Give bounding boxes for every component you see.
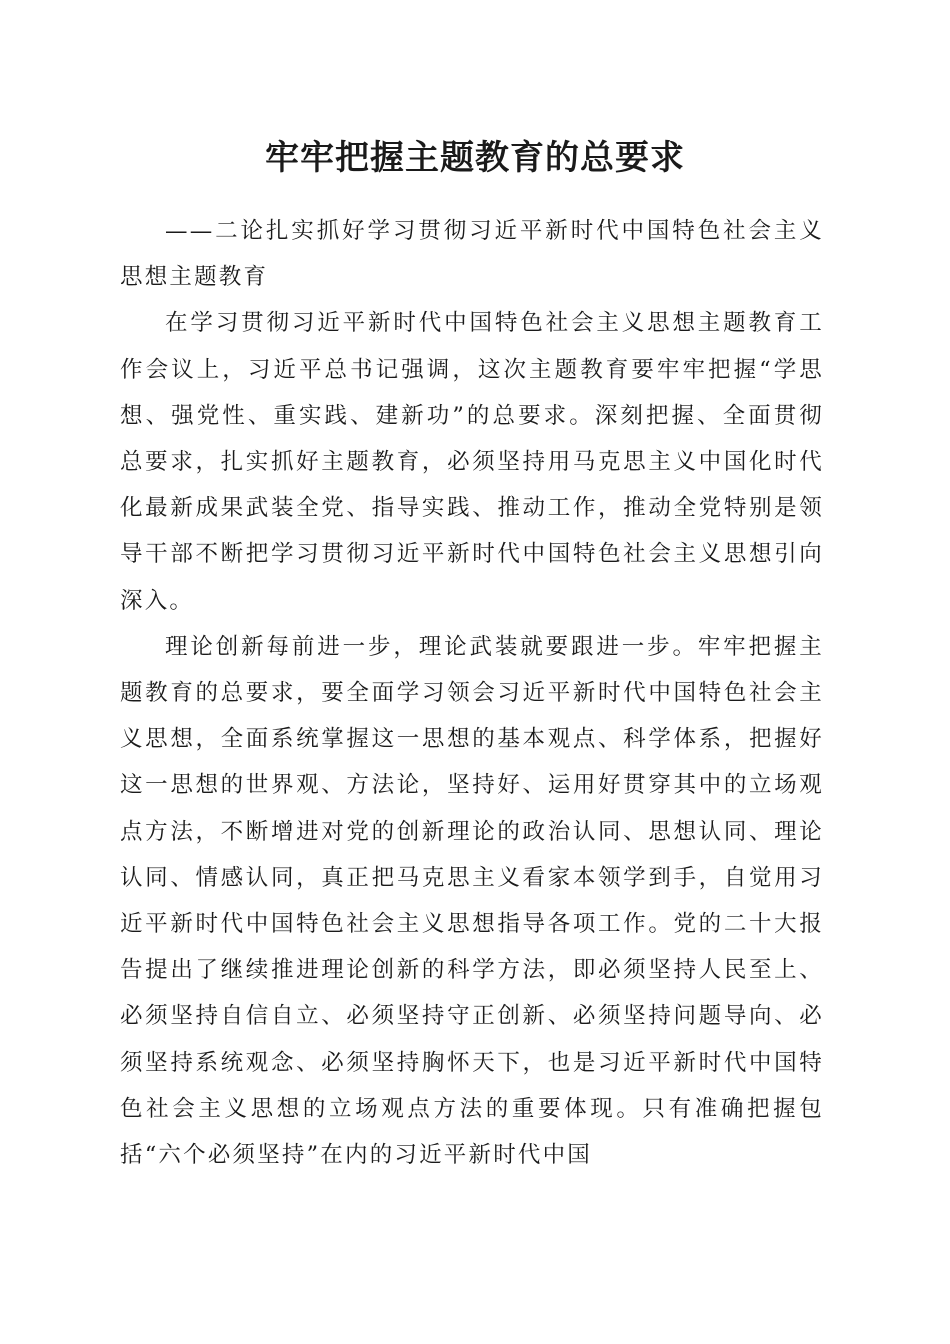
document-body [120, 208, 824, 1178]
document-title: 牢牢把握主题教育的总要求 [265, 138, 685, 178]
document-subtitle: ——二论扎实抓好学习贯彻习近平新时代中国特色社会主义思想主题教育 [120, 218, 824, 291]
paragraph: 在学习贯彻习近平新时代中国特色社会主义思想主题教育工作会议上，习近平总书记强调，这次主题教育要牢牢把握“学思想、强党性、重实践、建新功”的总要求。深刻把握、全面贯彻总要求，扎实抓好主题教育，必须坚持用马克思主义中国化时代化最新成果武装全党、指导实践、推动工作，推动全党特别是领导干部不断把学习贯彻习近平新时代中国特色社会主义思想引向深入。 [120, 310, 824, 614]
paragraph: 理论创新每前进一步，理论武装就要跟进一步。牢牢把握主题教育的总要求，要全面学习领会习近平新时代中国特色社会主义思想，全面系统掌握这一思想的基本观点、科学体系，把握好这一思想的世界观、方法论，坚持好、运用好贯穿其中的立场观点方法，不断增进对党的创新理论的政治认同、思想认同、理论认同、情感认同，真正把马克思主义看家本领学到手，自觉用习近平新时代中国特色社会主义思想指导各项工作。党的二十大报告提出了继续推进理论创新的科学方法，即必须坚持人民至上、必须坚持自信自立、必须坚持守正创新、必须坚持问题导向、必须坚持系统观念、必须坚持胸怀天下，也是习近平新时代中国特色社会主义思想的立场观点方法的重要体现。只有准确把握包括“六个必须坚持”在内的习近平新时代中国 [120, 633, 824, 1169]
